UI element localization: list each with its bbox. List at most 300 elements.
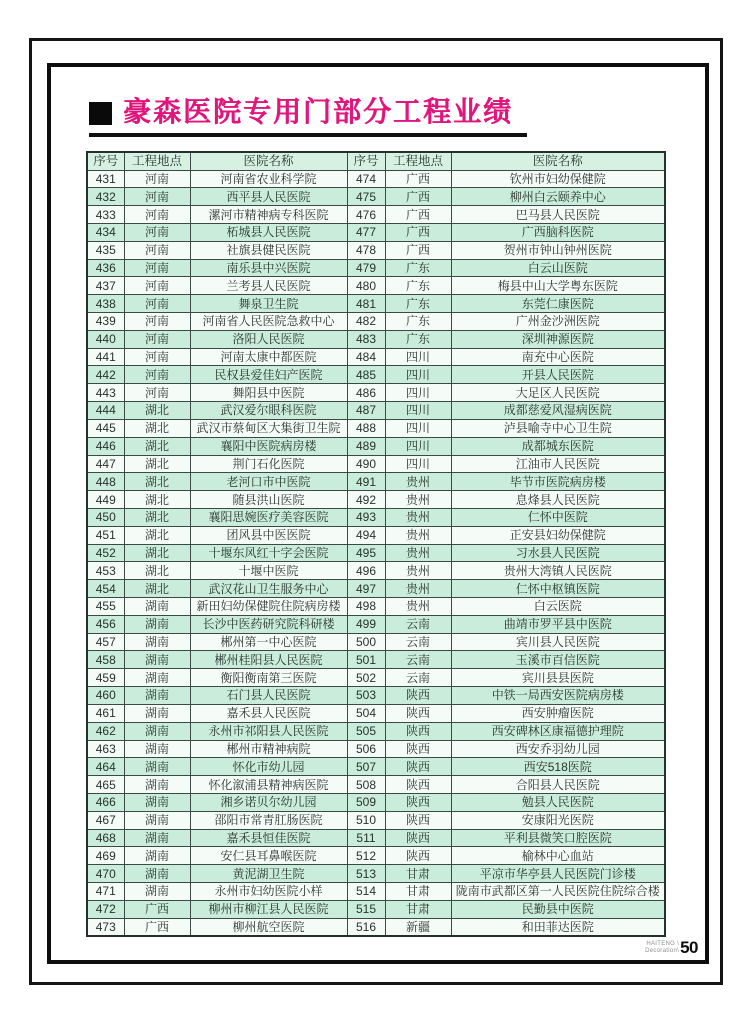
hospital-name-cell: 郴州桂阳县人民医院 [190, 651, 347, 669]
table-row [87, 384, 665, 402]
outer-border-frame [29, 38, 723, 985]
serial-number-cell: 490 [347, 455, 385, 473]
location-cell: 陕西 [385, 847, 451, 865]
column-header: 工程地点 [124, 152, 190, 170]
location-cell: 湖南 [124, 669, 190, 687]
serial-number-cell: 480 [347, 277, 385, 295]
serial-number-cell: 457 [87, 633, 124, 651]
location-cell: 湖南 [124, 776, 190, 794]
location-cell: 云南 [385, 633, 451, 651]
location-cell: 湖北 [124, 508, 190, 526]
serial-number-cell: 514 [347, 883, 385, 901]
location-cell: 广东 [385, 295, 451, 313]
hospital-name-cell: 荆门石化医院 [190, 455, 347, 473]
serial-number-cell: 497 [347, 580, 385, 598]
hospital-name-cell: 柳州市柳江县人民医院 [190, 900, 347, 918]
location-cell: 湖南 [124, 740, 190, 758]
serial-number-cell: 515 [347, 900, 385, 918]
location-cell: 湖北 [124, 544, 190, 562]
serial-number-cell: 474 [347, 170, 385, 188]
location-cell: 广西 [385, 206, 451, 224]
table-header [87, 152, 665, 170]
table-row [87, 776, 665, 794]
serial-number-cell: 505 [347, 722, 385, 740]
brand-mark [645, 941, 679, 955]
location-cell: 陕西 [385, 758, 451, 776]
hospital-name-cell: 宾川县人民医院 [451, 633, 665, 651]
hospital-name-cell: 团风县中医医院 [190, 526, 347, 544]
serial-number-cell: 463 [87, 740, 124, 758]
location-cell: 广西 [385, 223, 451, 241]
hospital-name-cell: 长沙中医药研究院科研楼 [190, 615, 347, 633]
location-cell: 河南 [124, 223, 190, 241]
hospital-name-cell: 民勤县中医院 [451, 900, 665, 918]
location-cell: 河南 [124, 366, 190, 384]
hospital-name-cell: 民权县爱佳妇产医院 [190, 366, 347, 384]
location-cell: 云南 [385, 615, 451, 633]
serial-number-cell: 478 [347, 241, 385, 259]
serial-number-cell: 469 [87, 847, 124, 865]
serial-number-cell: 452 [87, 544, 124, 562]
location-cell: 河南 [124, 277, 190, 295]
serial-number-cell: 506 [347, 740, 385, 758]
location-cell: 湖北 [124, 473, 190, 491]
serial-number-cell: 458 [87, 651, 124, 669]
hospital-name-cell: 湘乡诺贝尔幼儿园 [190, 793, 347, 811]
hospital-name-cell: 襄阳中医院病房楼 [190, 437, 347, 455]
table-row [87, 277, 665, 295]
location-cell: 湖南 [124, 598, 190, 616]
hospital-name-cell: 玉溪市百信医院 [451, 651, 665, 669]
serial-number-cell: 485 [347, 366, 385, 384]
hospital-name-cell: 石门县人民医院 [190, 687, 347, 705]
hospital-name-cell: 西安乔羽幼儿园 [451, 740, 665, 758]
table-row [87, 348, 665, 366]
serial-number-cell: 447 [87, 455, 124, 473]
table-row [87, 544, 665, 562]
location-cell: 广西 [385, 241, 451, 259]
location-cell: 湖北 [124, 562, 190, 580]
location-cell: 贵州 [385, 544, 451, 562]
location-cell: 河南 [124, 295, 190, 313]
location-cell: 河南 [124, 188, 190, 206]
table-row [87, 313, 665, 331]
hospital-name-cell: 广州金沙洲医院 [451, 313, 665, 331]
table-row [87, 241, 665, 259]
serial-number-cell: 437 [87, 277, 124, 295]
table-row [87, 437, 665, 455]
hospital-name-cell: 新田妇幼保健院住院病房楼 [190, 598, 347, 616]
location-cell: 陕西 [385, 704, 451, 722]
hospital-name-cell: 怀化溆浦县精神病医院 [190, 776, 347, 794]
hospital-name-cell: 成都慈爱风湿病医院 [451, 402, 665, 420]
hospital-name-cell: 兰考县人民医院 [190, 277, 347, 295]
hospital-name-cell: 榆林中心血站 [451, 847, 665, 865]
location-cell: 河南 [124, 384, 190, 402]
column-header: 医院名称 [190, 152, 347, 170]
table-row [87, 491, 665, 509]
serial-number-cell: 448 [87, 473, 124, 491]
table-row [87, 526, 665, 544]
location-cell: 广东 [385, 259, 451, 277]
hospital-name-cell: 贵州大湾镇人民医院 [451, 562, 665, 580]
hospital-name-cell: 贺州市钟山钟州医院 [451, 241, 665, 259]
hospital-name-cell: 泸县喻寺中心卫生院 [451, 419, 665, 437]
table-row [87, 811, 665, 829]
location-cell: 河南 [124, 170, 190, 188]
hospital-name-cell: 南充中心医院 [451, 348, 665, 366]
hospital-name-cell: 永州市妇幼医院小样 [190, 883, 347, 901]
table-row [87, 722, 665, 740]
location-cell: 甘肃 [385, 883, 451, 901]
location-cell: 新疆 [385, 918, 451, 936]
hospital-name-cell: 郴州市精神病院 [190, 740, 347, 758]
location-cell: 云南 [385, 669, 451, 687]
table-row [87, 366, 665, 384]
location-cell: 湖南 [124, 687, 190, 705]
location-cell: 四川 [385, 348, 451, 366]
hospital-name-cell: 仁怀中枢镇医院 [451, 580, 665, 598]
location-cell: 湖南 [124, 758, 190, 776]
location-cell: 湖南 [124, 633, 190, 651]
serial-number-cell: 511 [347, 829, 385, 847]
serial-number-cell: 431 [87, 170, 124, 188]
brand-line-2: Decoration\ [645, 948, 680, 954]
hospital-name-cell: 南乐县中兴医院 [190, 259, 347, 277]
location-cell: 湖北 [124, 437, 190, 455]
serial-number-cell: 435 [87, 241, 124, 259]
location-cell: 广东 [385, 313, 451, 331]
serial-number-cell: 476 [347, 206, 385, 224]
hospital-name-cell: 安康阳光医院 [451, 811, 665, 829]
hospital-name-cell: 陇南市武都区第一人民医院住院综合楼 [451, 883, 665, 901]
hospital-name-cell: 宾川县县医院 [451, 669, 665, 687]
location-cell: 陕西 [385, 829, 451, 847]
project-achievements-table [86, 151, 666, 937]
serial-number-cell: 450 [87, 508, 124, 526]
hospital-name-cell: 十堰中医院 [190, 562, 347, 580]
table-row [87, 633, 665, 651]
location-cell: 陕西 [385, 811, 451, 829]
hospital-name-cell: 西安518医院 [451, 758, 665, 776]
serial-number-cell: 489 [347, 437, 385, 455]
serial-number-cell: 434 [87, 223, 124, 241]
serial-number-cell: 513 [347, 865, 385, 883]
serial-number-cell: 466 [87, 793, 124, 811]
table-row [87, 598, 665, 616]
hospital-name-cell: 柳州航空医院 [190, 918, 347, 936]
serial-number-cell: 482 [347, 313, 385, 331]
hospital-name-cell: 中铁一局西安医院病房楼 [451, 687, 665, 705]
table-row [87, 704, 665, 722]
hospital-name-cell: 武汉花山卫生服务中心 [190, 580, 347, 598]
serial-number-cell: 453 [87, 562, 124, 580]
serial-number-cell: 465 [87, 776, 124, 794]
serial-number-cell: 512 [347, 847, 385, 865]
serial-number-cell: 502 [347, 669, 385, 687]
table-row [87, 330, 665, 348]
hospital-name-cell: 平凉市华亭县人民医院门诊楼 [451, 865, 665, 883]
serial-number-cell: 492 [347, 491, 385, 509]
hospital-name-cell: 舞泉卫生院 [190, 295, 347, 313]
table-row [87, 473, 665, 491]
hospital-name-cell: 梅县中山大学粤东医院 [451, 277, 665, 295]
location-cell: 云南 [385, 651, 451, 669]
hospital-name-cell: 嘉禾县人民医院 [190, 704, 347, 722]
location-cell: 湖北 [124, 402, 190, 420]
hospital-name-cell: 深圳神源医院 [451, 330, 665, 348]
location-cell: 陕西 [385, 722, 451, 740]
location-cell: 河南 [124, 259, 190, 277]
table-row [87, 669, 665, 687]
hospital-name-cell: 江油市人民医院 [451, 455, 665, 473]
serial-number-cell: 495 [347, 544, 385, 562]
location-cell: 甘肃 [385, 900, 451, 918]
hospital-name-cell: 永州市祁阳县人民医院 [190, 722, 347, 740]
table-row [87, 918, 665, 936]
location-cell: 湖南 [124, 704, 190, 722]
serial-number-cell: 499 [347, 615, 385, 633]
hospital-name-cell: 洛阳人民医院 [190, 330, 347, 348]
location-cell: 陕西 [385, 793, 451, 811]
location-cell: 湖南 [124, 865, 190, 883]
location-cell: 湖北 [124, 526, 190, 544]
table-row [87, 758, 665, 776]
location-cell: 陕西 [385, 740, 451, 758]
serial-number-cell: 510 [347, 811, 385, 829]
location-cell: 四川 [385, 455, 451, 473]
column-header: 序号 [347, 152, 385, 170]
table-row [87, 206, 665, 224]
brand-line-1: HAITENG \ [646, 941, 680, 948]
location-cell: 河南 [124, 241, 190, 259]
table-row [87, 508, 665, 526]
serial-number-cell: 443 [87, 384, 124, 402]
serial-number-cell: 444 [87, 402, 124, 420]
hospital-name-cell: 白云山医院 [451, 259, 665, 277]
serial-number-cell: 456 [87, 615, 124, 633]
hospital-name-cell: 社旗县健民医院 [190, 241, 347, 259]
location-cell: 湖南 [124, 615, 190, 633]
hospital-name-cell: 合阳县人民医院 [451, 776, 665, 794]
table-row [87, 170, 665, 188]
serial-number-cell: 479 [347, 259, 385, 277]
location-cell: 湖南 [124, 793, 190, 811]
table-row [87, 295, 665, 313]
hospital-name-cell: 息烽县人民医院 [451, 491, 665, 509]
serial-number-cell: 464 [87, 758, 124, 776]
location-cell: 贵州 [385, 491, 451, 509]
location-cell: 甘肃 [385, 865, 451, 883]
location-cell: 贵州 [385, 562, 451, 580]
hospital-name-cell: 河南省农业科学院 [190, 170, 347, 188]
serial-number-cell: 498 [347, 598, 385, 616]
hospital-name-cell: 巴马县人民医院 [451, 206, 665, 224]
column-header: 工程地点 [385, 152, 451, 170]
table-row [87, 615, 665, 633]
table-row [87, 455, 665, 473]
serial-number-cell: 439 [87, 313, 124, 331]
location-cell: 陕西 [385, 687, 451, 705]
serial-number-cell: 491 [347, 473, 385, 491]
serial-number-cell: 496 [347, 562, 385, 580]
serial-number-cell: 488 [347, 419, 385, 437]
serial-number-cell: 454 [87, 580, 124, 598]
hospital-name-cell: 邵阳市常青肛肠医院 [190, 811, 347, 829]
serial-number-cell: 460 [87, 687, 124, 705]
hospital-name-cell: 十堰东风红十字会医院 [190, 544, 347, 562]
hospital-name-cell: 仁怀中医院 [451, 508, 665, 526]
serial-number-cell: 471 [87, 883, 124, 901]
serial-number-cell: 449 [87, 491, 124, 509]
serial-number-cell: 468 [87, 829, 124, 847]
hospital-name-cell: 河南太康中都医院 [190, 348, 347, 366]
hospital-name-cell: 柳州白云颐养中心 [451, 188, 665, 206]
serial-number-cell: 475 [347, 188, 385, 206]
hospital-name-cell: 武汉爱尔眼科医院 [190, 402, 347, 420]
location-cell: 广西 [385, 170, 451, 188]
hospital-name-cell: 毕节市医院病房楼 [451, 473, 665, 491]
hospital-name-cell: 随县洪山医院 [190, 491, 347, 509]
hospital-name-cell: 漯河市精神病专科医院 [190, 206, 347, 224]
location-cell: 河南 [124, 313, 190, 331]
serial-number-cell: 455 [87, 598, 124, 616]
hospital-name-cell: 舞阳县中医院 [190, 384, 347, 402]
table-row [87, 793, 665, 811]
serial-number-cell: 432 [87, 188, 124, 206]
serial-number-cell: 493 [347, 508, 385, 526]
location-cell: 湖南 [124, 722, 190, 740]
serial-number-cell: 484 [347, 348, 385, 366]
location-cell: 湖北 [124, 455, 190, 473]
serial-number-cell: 445 [87, 419, 124, 437]
location-cell: 四川 [385, 366, 451, 384]
serial-number-cell: 508 [347, 776, 385, 794]
location-cell: 四川 [385, 384, 451, 402]
table-row [87, 188, 665, 206]
hospital-name-cell: 大足区人民医院 [451, 384, 665, 402]
serial-number-cell: 467 [87, 811, 124, 829]
table-row [87, 259, 665, 277]
hospital-name-cell: 东莞仁康医院 [451, 295, 665, 313]
table-row [87, 562, 665, 580]
hospital-name-cell: 老河口市中医院 [190, 473, 347, 491]
hospital-name-cell: 安仁县耳鼻喉医院 [190, 847, 347, 865]
hospital-name-cell: 习水县人民医院 [451, 544, 665, 562]
serial-number-cell: 459 [87, 669, 124, 687]
serial-number-cell: 477 [347, 223, 385, 241]
column-header: 医院名称 [451, 152, 665, 170]
serial-number-cell: 438 [87, 295, 124, 313]
location-cell: 湖南 [124, 829, 190, 847]
hospital-name-cell: 勉县人民医院 [451, 793, 665, 811]
serial-number-cell: 494 [347, 526, 385, 544]
serial-number-cell: 504 [347, 704, 385, 722]
hospital-name-cell: 河南省人民医院急救中心 [190, 313, 347, 331]
table-row [87, 687, 665, 705]
hospital-name-cell: 武汉市蔡甸区大集街卫生院 [190, 419, 347, 437]
location-cell: 河南 [124, 348, 190, 366]
table-row [87, 865, 665, 883]
hospital-name-cell: 西安碑林区康福德护理院 [451, 722, 665, 740]
serial-number-cell: 451 [87, 526, 124, 544]
page-number: 50 [680, 938, 698, 957]
location-cell: 四川 [385, 437, 451, 455]
hospital-name-cell: 广西脑科医院 [451, 223, 665, 241]
location-cell: 贵州 [385, 508, 451, 526]
location-cell: 湖南 [124, 811, 190, 829]
serial-number-cell: 501 [347, 651, 385, 669]
serial-number-cell: 507 [347, 758, 385, 776]
location-cell: 广西 [385, 188, 451, 206]
serial-number-cell: 487 [347, 402, 385, 420]
hospital-name-cell: 嘉禾县恒佳医院 [190, 829, 347, 847]
serial-number-cell: 500 [347, 633, 385, 651]
location-cell: 广西 [124, 900, 190, 918]
serial-number-cell: 433 [87, 206, 124, 224]
location-cell: 湖南 [124, 651, 190, 669]
table-row [87, 829, 665, 847]
hospital-name-cell: 钦州市妇幼保健院 [451, 170, 665, 188]
location-cell: 湖南 [124, 883, 190, 901]
hospital-name-cell: 和田菲达医院 [451, 918, 665, 936]
serial-number-cell: 470 [87, 865, 124, 883]
table-row [87, 419, 665, 437]
hospital-name-cell: 怀化市幼儿园 [190, 758, 347, 776]
hospital-name-cell: 柘城县人民医院 [190, 223, 347, 241]
location-cell: 广东 [385, 277, 451, 295]
serial-number-cell: 440 [87, 330, 124, 348]
location-cell: 湖北 [124, 580, 190, 598]
serial-number-cell: 481 [347, 295, 385, 313]
location-cell: 湖北 [124, 419, 190, 437]
hospital-name-cell: 开县人民医院 [451, 366, 665, 384]
hospital-name-cell: 曲靖市罗平县中医院 [451, 615, 665, 633]
serial-number-cell: 473 [87, 918, 124, 936]
location-cell: 广西 [124, 918, 190, 936]
hospital-name-cell: 衡阳衡南第三医院 [190, 669, 347, 687]
location-cell: 湖北 [124, 491, 190, 509]
location-cell: 贵州 [385, 598, 451, 616]
location-cell: 贵州 [385, 473, 451, 491]
table-row [87, 900, 665, 918]
hospital-name-cell: 平利县微笑口腔医院 [451, 829, 665, 847]
location-cell: 四川 [385, 419, 451, 437]
hospital-name-cell: 黄泥湖卫生院 [190, 865, 347, 883]
location-cell: 河南 [124, 330, 190, 348]
serial-number-cell: 461 [87, 704, 124, 722]
serial-number-cell: 441 [87, 348, 124, 366]
table-row [87, 651, 665, 669]
hospital-name-cell: 成都城东医院 [451, 437, 665, 455]
location-cell: 广东 [385, 330, 451, 348]
table-row [87, 580, 665, 598]
table-row [87, 223, 665, 241]
page-footer [645, 938, 698, 958]
hospital-name-cell: 西平县人民医院 [190, 188, 347, 206]
serial-number-cell: 472 [87, 900, 124, 918]
title-square-bullet-icon [89, 102, 112, 125]
location-cell: 贵州 [385, 526, 451, 544]
serial-number-cell: 503 [347, 687, 385, 705]
table-row [87, 883, 665, 901]
hospital-name-cell: 襄阳思婉医疗美容医院 [190, 508, 347, 526]
table-row [87, 847, 665, 865]
serial-number-cell: 486 [347, 384, 385, 402]
hospital-name-cell: 西安肿瘤医院 [451, 704, 665, 722]
hospital-name-cell: 白云医院 [451, 598, 665, 616]
serial-number-cell: 436 [87, 259, 124, 277]
